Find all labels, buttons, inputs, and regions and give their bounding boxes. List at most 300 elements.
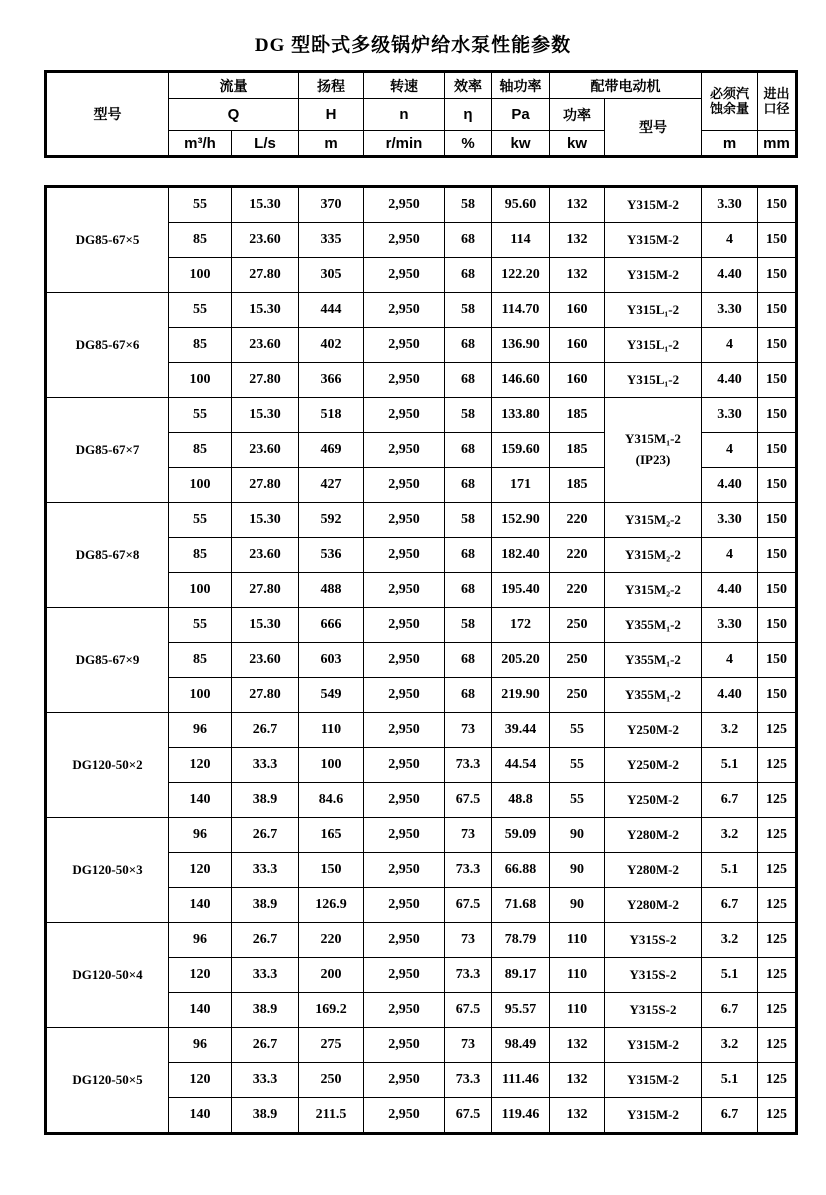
head-cell: 536 bbox=[299, 538, 364, 573]
speed-cell: 2,950 bbox=[364, 923, 445, 958]
efficiency-cell: 68 bbox=[445, 643, 492, 678]
efficiency-cell: 73 bbox=[445, 713, 492, 748]
shaft-power-cell: 114.70 bbox=[492, 293, 550, 328]
diameter-cell: 125 bbox=[758, 993, 797, 1028]
diameter-cell: 150 bbox=[758, 223, 797, 258]
motor-power-cell: 110 bbox=[550, 923, 605, 958]
shaft-power-cell: 78.79 bbox=[492, 923, 550, 958]
speed-cell: 2,950 bbox=[364, 468, 445, 503]
flow-m3h-cell: 85 bbox=[169, 538, 232, 573]
model-cell: DG120-50×2 bbox=[46, 713, 169, 818]
motor-power-cell: 55 bbox=[550, 713, 605, 748]
flow-ls-cell: 33.3 bbox=[232, 958, 299, 993]
efficiency-cell: 73.3 bbox=[445, 748, 492, 783]
npsh-cell: 3.30 bbox=[702, 503, 758, 538]
data-row bbox=[46, 293, 797, 328]
motor-model-cell: Y250M-2 bbox=[605, 713, 702, 748]
diameter-cell: 125 bbox=[758, 1028, 797, 1063]
flow-m3h-cell: 100 bbox=[169, 363, 232, 398]
efficiency-cell: 68 bbox=[445, 328, 492, 363]
model-group bbox=[46, 398, 797, 503]
npsh-cell: 4 bbox=[702, 433, 758, 468]
flow-m3h-cell: 100 bbox=[169, 678, 232, 713]
data-row bbox=[46, 187, 797, 223]
npsh-cell: 6.7 bbox=[702, 783, 758, 818]
npsh-cell: 4.40 bbox=[702, 468, 758, 503]
speed-cell: 2,950 bbox=[364, 958, 445, 993]
motor-power-cell: 90 bbox=[550, 888, 605, 923]
header-diameter-line1: 进出 bbox=[763, 85, 790, 101]
speed-cell: 2,950 bbox=[364, 993, 445, 1028]
motor-model-cell: Y315M-2 bbox=[605, 258, 702, 293]
efficiency-cell: 68 bbox=[445, 468, 492, 503]
speed-cell: 2,950 bbox=[364, 363, 445, 398]
head-cell: 126.9 bbox=[299, 888, 364, 923]
speed-cell: 2,950 bbox=[364, 293, 445, 328]
diameter-cell: 150 bbox=[758, 538, 797, 573]
flow-m3h-cell: 96 bbox=[169, 923, 232, 958]
data-row bbox=[46, 1028, 797, 1063]
motor-power-cell: 250 bbox=[550, 643, 605, 678]
npsh-cell: 4 bbox=[702, 643, 758, 678]
diameter-cell: 125 bbox=[758, 748, 797, 783]
npsh-cell: 5.1 bbox=[702, 958, 758, 993]
header-flow-symbol: Q bbox=[169, 99, 299, 131]
speed-cell: 2,950 bbox=[364, 783, 445, 818]
shaft-power-cell: 71.68 bbox=[492, 888, 550, 923]
header-flow-label: 流量 bbox=[169, 72, 299, 99]
head-cell: 366 bbox=[299, 363, 364, 398]
motor-model-cell: Y315M₂-2 bbox=[605, 538, 702, 573]
header-flow-unit-ls: L/s bbox=[232, 131, 299, 157]
flow-m3h-cell: 100 bbox=[169, 573, 232, 608]
flow-ls-cell: 15.30 bbox=[232, 293, 299, 328]
header-npsh-line1: 必须汽 bbox=[709, 85, 749, 101]
motor-power-cell: 132 bbox=[550, 258, 605, 293]
motor-power-cell: 132 bbox=[550, 187, 605, 223]
model-group bbox=[46, 293, 797, 398]
flow-ls-cell: 26.7 bbox=[232, 1028, 299, 1063]
npsh-cell: 3.2 bbox=[702, 1028, 758, 1063]
model-cell: DG85-67×5 bbox=[46, 187, 169, 293]
header-motor-power-unit: kw bbox=[550, 131, 605, 157]
motor-power-cell: 220 bbox=[550, 538, 605, 573]
model-cell: DG85-67×8 bbox=[46, 503, 169, 608]
head-cell: 165 bbox=[299, 818, 364, 853]
data-row bbox=[46, 923, 797, 958]
speed-cell: 2,950 bbox=[364, 1098, 445, 1134]
flow-m3h-cell: 96 bbox=[169, 818, 232, 853]
motor-power-cell: 185 bbox=[550, 398, 605, 433]
head-cell: 518 bbox=[299, 398, 364, 433]
head-cell: 666 bbox=[299, 608, 364, 643]
efficiency-cell: 58 bbox=[445, 398, 492, 433]
motor-model-cell: Y280M-2 bbox=[605, 818, 702, 853]
motor-power-cell: 160 bbox=[550, 328, 605, 363]
header-motor-power-label: 功率 bbox=[550, 99, 605, 131]
model-group bbox=[46, 713, 797, 818]
header-diameter-unit: mm bbox=[758, 131, 797, 157]
header-motor-label: 配带电动机 bbox=[550, 72, 702, 99]
npsh-cell: 3.2 bbox=[702, 818, 758, 853]
npsh-cell: 4.40 bbox=[702, 678, 758, 713]
efficiency-cell: 67.5 bbox=[445, 888, 492, 923]
head-cell: 169.2 bbox=[299, 993, 364, 1028]
flow-ls-cell: 38.9 bbox=[232, 783, 299, 818]
flow-ls-cell: 23.60 bbox=[232, 538, 299, 573]
head-cell: 150 bbox=[299, 853, 364, 888]
head-cell: 549 bbox=[299, 678, 364, 713]
diameter-cell: 125 bbox=[758, 888, 797, 923]
speed-cell: 2,950 bbox=[364, 258, 445, 293]
shaft-power-cell: 44.54 bbox=[492, 748, 550, 783]
diameter-cell: 125 bbox=[758, 713, 797, 748]
head-cell: 427 bbox=[299, 468, 364, 503]
npsh-cell: 6.7 bbox=[702, 993, 758, 1028]
efficiency-cell: 67.5 bbox=[445, 783, 492, 818]
flow-m3h-cell: 120 bbox=[169, 1063, 232, 1098]
motor-model-cell: Y315L₁-2 bbox=[605, 363, 702, 398]
efficiency-cell: 68 bbox=[445, 678, 492, 713]
motor-power-cell: 185 bbox=[550, 468, 605, 503]
motor-model-line2: (IP23) bbox=[635, 452, 671, 467]
flow-ls-cell: 27.80 bbox=[232, 573, 299, 608]
header-speed-unit: r/min bbox=[364, 131, 445, 157]
motor-power-cell: 160 bbox=[550, 293, 605, 328]
speed-cell: 2,950 bbox=[364, 223, 445, 258]
shaft-power-cell: 146.60 bbox=[492, 363, 550, 398]
flow-m3h-cell: 96 bbox=[169, 1028, 232, 1063]
motor-model-cell: Y315M-2 bbox=[605, 1098, 702, 1134]
flow-ls-cell: 38.9 bbox=[232, 993, 299, 1028]
motor-model-cell: Y250M-2 bbox=[605, 748, 702, 783]
motor-model-cell: Y315M-2 bbox=[605, 187, 702, 223]
model-cell: DG85-67×9 bbox=[46, 608, 169, 713]
diameter-cell: 150 bbox=[758, 433, 797, 468]
flow-ls-cell: 23.60 bbox=[232, 643, 299, 678]
flow-m3h-cell: 55 bbox=[169, 187, 232, 223]
efficiency-cell: 73 bbox=[445, 818, 492, 853]
header-flow-unit-m3h: m³/h bbox=[169, 131, 232, 157]
head-cell: 100 bbox=[299, 748, 364, 783]
speed-cell: 2,950 bbox=[364, 1063, 445, 1098]
speed-cell: 2,950 bbox=[364, 398, 445, 433]
diameter-cell: 125 bbox=[758, 783, 797, 818]
data-row bbox=[46, 398, 797, 433]
motor-model-cell: Y315M₂-2 bbox=[605, 573, 702, 608]
flow-m3h-cell: 85 bbox=[169, 643, 232, 678]
header-speed-label: 转速 bbox=[364, 72, 445, 99]
head-cell: 211.5 bbox=[299, 1098, 364, 1134]
motor-power-cell: 55 bbox=[550, 748, 605, 783]
header-npsh-line2: 蚀余量 bbox=[709, 100, 749, 116]
motor-power-cell: 250 bbox=[550, 608, 605, 643]
efficiency-cell: 58 bbox=[445, 293, 492, 328]
npsh-cell: 5.1 bbox=[702, 853, 758, 888]
npsh-cell: 6.7 bbox=[702, 1098, 758, 1134]
flow-m3h-cell: 140 bbox=[169, 783, 232, 818]
motor-power-cell: 250 bbox=[550, 678, 605, 713]
head-cell: 402 bbox=[299, 328, 364, 363]
diameter-cell: 125 bbox=[758, 853, 797, 888]
model-cell: DG120-50×5 bbox=[46, 1028, 169, 1134]
npsh-cell: 3.30 bbox=[702, 187, 758, 223]
shaft-power-cell: 48.8 bbox=[492, 783, 550, 818]
model-group bbox=[46, 1028, 797, 1134]
shaft-power-cell: 136.90 bbox=[492, 328, 550, 363]
diameter-cell: 150 bbox=[758, 608, 797, 643]
flow-m3h-cell: 120 bbox=[169, 853, 232, 888]
diameter-cell: 150 bbox=[758, 398, 797, 433]
model-cell: DG85-67×6 bbox=[46, 293, 169, 398]
npsh-cell: 5.1 bbox=[702, 1063, 758, 1098]
motor-model-cell: Y315M₂-2 bbox=[605, 503, 702, 538]
motor-power-cell: 90 bbox=[550, 818, 605, 853]
page-title: DG 型卧式多级锅炉给水泵性能参数 bbox=[254, 35, 572, 56]
header-shaft-power-label: 轴功率 bbox=[492, 72, 550, 99]
flow-m3h-cell: 140 bbox=[169, 1098, 232, 1134]
header-shaft-power-symbol: Pa bbox=[492, 99, 550, 131]
speed-cell: 2,950 bbox=[364, 713, 445, 748]
efficiency-cell: 68 bbox=[445, 223, 492, 258]
header-efficiency-unit: % bbox=[445, 131, 492, 157]
motor-model-cell: Y315L₁-2 bbox=[605, 293, 702, 328]
motor-power-cell: 55 bbox=[550, 783, 605, 818]
diameter-cell: 125 bbox=[758, 923, 797, 958]
diameter-cell: 125 bbox=[758, 958, 797, 993]
diameter-cell: 150 bbox=[758, 328, 797, 363]
motor-model-cell: Y280M-2 bbox=[605, 888, 702, 923]
motor-power-cell: 132 bbox=[550, 1098, 605, 1134]
model-group bbox=[46, 187, 797, 293]
speed-cell: 2,950 bbox=[364, 748, 445, 783]
shaft-power-cell: 114 bbox=[492, 223, 550, 258]
diameter-cell: 150 bbox=[758, 363, 797, 398]
flow-m3h-cell: 85 bbox=[169, 433, 232, 468]
shaft-power-cell: 172 bbox=[492, 608, 550, 643]
model-group bbox=[46, 503, 797, 608]
data-row bbox=[46, 608, 797, 643]
motor-power-cell: 220 bbox=[550, 573, 605, 608]
flow-m3h-cell: 55 bbox=[169, 503, 232, 538]
motor-power-cell: 110 bbox=[550, 958, 605, 993]
flow-ls-cell: 23.60 bbox=[232, 223, 299, 258]
flow-ls-cell: 23.60 bbox=[232, 328, 299, 363]
npsh-cell: 4.40 bbox=[702, 258, 758, 293]
flow-ls-cell: 33.3 bbox=[232, 853, 299, 888]
motor-power-cell: 220 bbox=[550, 503, 605, 538]
flow-ls-cell: 23.60 bbox=[232, 433, 299, 468]
speed-cell: 2,950 bbox=[364, 503, 445, 538]
npsh-cell: 4.40 bbox=[702, 363, 758, 398]
header-head-unit: m bbox=[299, 131, 364, 157]
shaft-power-cell: 89.17 bbox=[492, 958, 550, 993]
motor-power-cell: 132 bbox=[550, 1028, 605, 1063]
model-cell: DG85-67×7 bbox=[46, 398, 169, 503]
header-shaft-power-unit: kw bbox=[492, 131, 550, 157]
motor-model-cell: Y355M₁-2 bbox=[605, 678, 702, 713]
header-npsh-label bbox=[702, 72, 758, 131]
flow-ls-cell: 27.80 bbox=[232, 258, 299, 293]
head-cell: 592 bbox=[299, 503, 364, 538]
efficiency-cell: 73.3 bbox=[445, 958, 492, 993]
shaft-power-cell: 39.44 bbox=[492, 713, 550, 748]
motor-model-cell: Y315L₁-2 bbox=[605, 328, 702, 363]
data-table bbox=[44, 185, 798, 1135]
npsh-cell: 6.7 bbox=[702, 888, 758, 923]
flow-ls-cell: 15.30 bbox=[232, 608, 299, 643]
head-cell: 444 bbox=[299, 293, 364, 328]
motor-power-cell: 160 bbox=[550, 363, 605, 398]
diameter-cell: 150 bbox=[758, 293, 797, 328]
motor-model-cell: Y355M₁-2 bbox=[605, 608, 702, 643]
shaft-power-cell: 133.80 bbox=[492, 398, 550, 433]
efficiency-cell: 58 bbox=[445, 608, 492, 643]
motor-model-line1: Y315M₁-2 bbox=[625, 431, 681, 447]
head-cell: 370 bbox=[299, 187, 364, 223]
speed-cell: 2,950 bbox=[364, 538, 445, 573]
diameter-cell: 125 bbox=[758, 818, 797, 853]
motor-power-cell: 90 bbox=[550, 853, 605, 888]
model-cell: DG120-50×4 bbox=[46, 923, 169, 1028]
npsh-cell: 4.40 bbox=[702, 573, 758, 608]
motor-power-cell: 132 bbox=[550, 1063, 605, 1098]
motor-model-cell: Y315M-2 bbox=[605, 1028, 702, 1063]
flow-m3h-cell: 120 bbox=[169, 748, 232, 783]
flow-m3h-cell: 96 bbox=[169, 713, 232, 748]
npsh-cell: 4 bbox=[702, 328, 758, 363]
header-head-symbol: H bbox=[299, 99, 364, 131]
npsh-cell: 3.2 bbox=[702, 923, 758, 958]
motor-model-cell: Y250M-2 bbox=[605, 783, 702, 818]
diameter-cell: 150 bbox=[758, 503, 797, 538]
flow-m3h-cell: 55 bbox=[169, 293, 232, 328]
flow-m3h-cell: 140 bbox=[169, 993, 232, 1028]
efficiency-cell: 73 bbox=[445, 1028, 492, 1063]
flow-m3h-cell: 55 bbox=[169, 398, 232, 433]
diameter-cell: 150 bbox=[758, 258, 797, 293]
npsh-cell: 4 bbox=[702, 538, 758, 573]
speed-cell: 2,950 bbox=[364, 678, 445, 713]
shaft-power-cell: 205.20 bbox=[492, 643, 550, 678]
flow-ls-cell: 38.9 bbox=[232, 1098, 299, 1134]
shaft-power-cell: 195.40 bbox=[492, 573, 550, 608]
speed-cell: 2,950 bbox=[364, 573, 445, 608]
head-cell: 469 bbox=[299, 433, 364, 468]
flow-m3h-cell: 55 bbox=[169, 608, 232, 643]
motor-power-cell: 185 bbox=[550, 433, 605, 468]
speed-cell: 2,950 bbox=[364, 853, 445, 888]
efficiency-cell: 68 bbox=[445, 363, 492, 398]
flow-m3h-cell: 140 bbox=[169, 888, 232, 923]
flow-m3h-cell: 85 bbox=[169, 223, 232, 258]
model-group bbox=[46, 818, 797, 923]
flow-m3h-cell: 100 bbox=[169, 258, 232, 293]
shaft-power-cell: 219.90 bbox=[492, 678, 550, 713]
flow-ls-cell: 27.80 bbox=[232, 363, 299, 398]
npsh-cell: 3.30 bbox=[702, 398, 758, 433]
motor-power-cell: 132 bbox=[550, 223, 605, 258]
flow-ls-cell: 33.3 bbox=[232, 748, 299, 783]
shaft-power-cell: 98.49 bbox=[492, 1028, 550, 1063]
flow-ls-cell: 27.80 bbox=[232, 678, 299, 713]
header-speed-symbol: n bbox=[364, 99, 445, 131]
flow-ls-cell: 15.30 bbox=[232, 398, 299, 433]
head-cell: 488 bbox=[299, 573, 364, 608]
shaft-power-cell: 66.88 bbox=[492, 853, 550, 888]
data-row bbox=[46, 713, 797, 748]
speed-cell: 2,950 bbox=[364, 818, 445, 853]
efficiency-cell: 67.5 bbox=[445, 1098, 492, 1134]
data-row bbox=[46, 503, 797, 538]
header-model-label: 型号 bbox=[46, 72, 169, 157]
npsh-cell: 4 bbox=[702, 223, 758, 258]
speed-cell: 2,950 bbox=[364, 187, 445, 223]
flow-ls-cell: 27.80 bbox=[232, 468, 299, 503]
flow-m3h-cell: 100 bbox=[169, 468, 232, 503]
model-group bbox=[46, 608, 797, 713]
head-cell: 220 bbox=[299, 923, 364, 958]
shaft-power-cell: 119.46 bbox=[492, 1098, 550, 1134]
npsh-cell: 3.2 bbox=[702, 713, 758, 748]
npsh-cell: 3.30 bbox=[702, 293, 758, 328]
diameter-cell: 150 bbox=[758, 643, 797, 678]
efficiency-cell: 73 bbox=[445, 923, 492, 958]
efficiency-cell: 73.3 bbox=[445, 1063, 492, 1098]
efficiency-cell: 67.5 bbox=[445, 993, 492, 1028]
shaft-power-cell: 122.20 bbox=[492, 258, 550, 293]
motor-model-cell: Y315M-2 bbox=[605, 223, 702, 258]
flow-ls-cell: 15.30 bbox=[232, 187, 299, 223]
diameter-cell: 125 bbox=[758, 1063, 797, 1098]
efficiency-cell: 68 bbox=[445, 433, 492, 468]
diameter-cell: 150 bbox=[758, 468, 797, 503]
diameter-cell: 125 bbox=[758, 1098, 797, 1134]
shaft-power-cell: 159.60 bbox=[492, 433, 550, 468]
head-cell: 305 bbox=[299, 258, 364, 293]
speed-cell: 2,950 bbox=[364, 328, 445, 363]
motor-model-cell bbox=[605, 398, 702, 503]
motor-model-cell: Y280M-2 bbox=[605, 853, 702, 888]
data-row bbox=[46, 818, 797, 853]
flow-ls-cell: 38.9 bbox=[232, 888, 299, 923]
shaft-power-cell: 95.57 bbox=[492, 993, 550, 1028]
speed-cell: 2,950 bbox=[364, 1028, 445, 1063]
motor-model-cell: Y315S-2 bbox=[605, 993, 702, 1028]
head-cell: 335 bbox=[299, 223, 364, 258]
head-cell: 84.6 bbox=[299, 783, 364, 818]
head-cell: 603 bbox=[299, 643, 364, 678]
motor-model-cell: Y315M-2 bbox=[605, 1063, 702, 1098]
shaft-power-cell: 171 bbox=[492, 468, 550, 503]
flow-ls-cell: 26.7 bbox=[232, 923, 299, 958]
speed-cell: 2,950 bbox=[364, 888, 445, 923]
efficiency-cell: 68 bbox=[445, 538, 492, 573]
head-cell: 275 bbox=[299, 1028, 364, 1063]
header-diameter-line2: 口径 bbox=[763, 100, 790, 116]
diameter-cell: 150 bbox=[758, 678, 797, 713]
flow-ls-cell: 33.3 bbox=[232, 1063, 299, 1098]
efficiency-cell: 68 bbox=[445, 573, 492, 608]
header-efficiency-label: 效率 bbox=[445, 72, 492, 99]
efficiency-cell: 73.3 bbox=[445, 853, 492, 888]
efficiency-cell: 58 bbox=[445, 187, 492, 223]
npsh-cell: 5.1 bbox=[702, 748, 758, 783]
shaft-power-cell: 59.09 bbox=[492, 818, 550, 853]
shaft-power-cell: 111.46 bbox=[492, 1063, 550, 1098]
head-cell: 110 bbox=[299, 713, 364, 748]
npsh-cell: 3.30 bbox=[702, 608, 758, 643]
